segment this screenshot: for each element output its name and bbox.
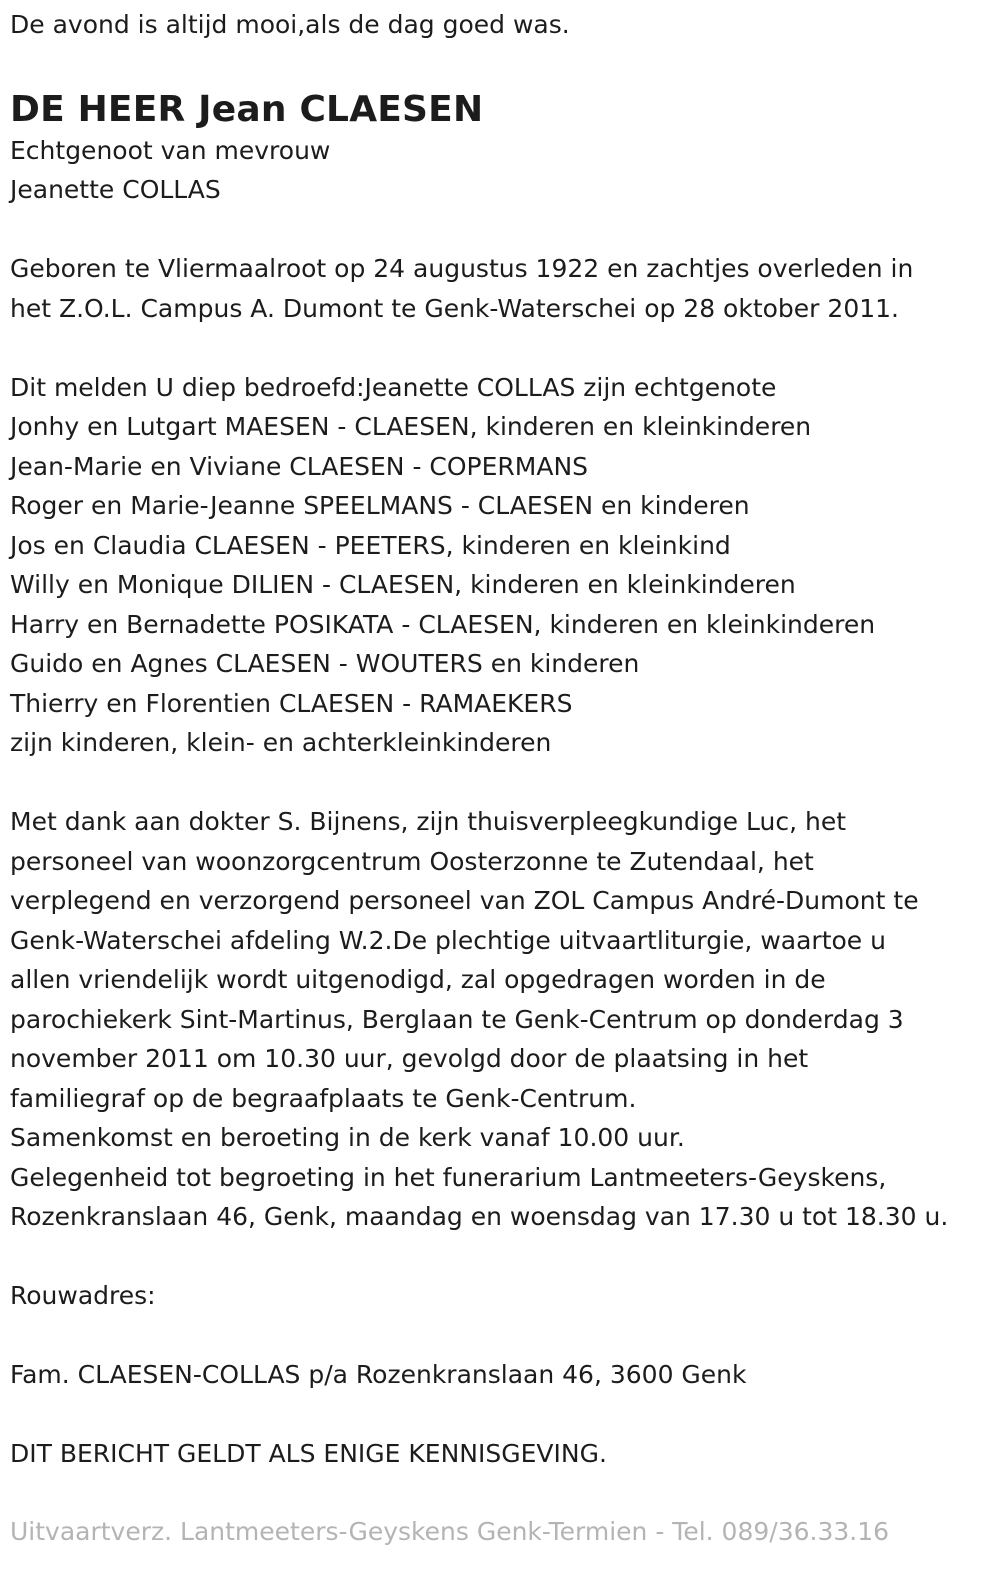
paragraph-line: Rozenkranslaan 46, Genk, maandag en woensdag van 17.30 u tot 18.30 u. [10, 1202, 949, 1231]
family-line: Willy en Monique DILIEN - CLAESEN, kinderen en kleinkinderen [10, 570, 796, 599]
spouse-label: Echtgenoot van mevrouw [10, 135, 331, 165]
family-line: Dit melden U diep bedroefd:Jeanette COLLAS zijn echtgenote [10, 372, 777, 402]
motto: De avond is altijd mooi,als de dag goed was. [10, 10, 570, 39]
obituary-notice [10, 0, 985, 1474]
paragraph-line: verplegend en verzorgend personeel van ZOL Campus André-Dumont te [10, 886, 919, 915]
funeral-home-footer: Uitvaartverz. Lantmeeters-Geyskens Genk-Termien - Tel. 089/36.33.16 [10, 1517, 890, 1546]
family-line: Jean-Marie en Viviane CLAESEN - COPERMANS [10, 451, 589, 481]
family-line: Harry en Bernadette POSIKATA - CLAESEN, kinderen en kleinkinderen [10, 609, 876, 639]
family-line: Guido en Agnes CLAESEN - WOUTERS en kinderen [10, 649, 640, 678]
paragraph-line: Met dank aan dokter S. Bijnens, zijn thuisverpleegkundige Luc, het [10, 807, 847, 836]
deceased-name-heading: DE HEER Jean CLAESEN [10, 88, 484, 130]
family-line: zijn kinderen, klein- en achterkleinkinderen [10, 728, 552, 757]
thanks-and-ceremony-paragraph [10, 802, 985, 1237]
paragraph-line: Samenkomst en beroeting in de kerk vanaf 10.00 uur. [10, 1123, 685, 1152]
paragraph-line: november 2011 om 10.30 uur, gevolgd door de plaatsing in het [10, 1044, 809, 1073]
paragraph-line: Geboren te Vliermaalroot op 24 augustus 1922 en zachtjes overleden in [10, 254, 914, 283]
paragraph-line: familiegraf op de begraafplaats te Genk-Centrum. [10, 1083, 637, 1113]
mourning-address: Fam. CLAESEN-COLLAS p/a Rozenkranslaan 46, 3600 Genk [10, 1360, 747, 1389]
family-line: Jos en Claudia CLAESEN - PEETERS, kinderen en kleinkind [10, 530, 731, 560]
family-line: Jonhy en Lutgart MAESEN - CLAESEN, kinderen en kleinkinderen [10, 412, 812, 441]
spouse-name: Jeanette COLLAS [10, 175, 221, 204]
paragraph-line: Gelegenheid tot begroeting in het funerarium Lantmeeters-Geyskens, [10, 1162, 887, 1192]
address-label: Rouwadres: [10, 1281, 156, 1310]
paragraph-line: Genk-Waterschei afdeling W.2.De plechtige uitvaartliturgie, waartoe u [10, 925, 886, 955]
paragraph-line: het Z.O.L. Campus A. Dumont te Genk-Waterschei op 28 oktober 2011. [10, 293, 899, 323]
family-line: Thierry en Florentien CLAESEN - RAMAEKERS [10, 688, 573, 718]
birth-death-paragraph [10, 249, 985, 328]
paragraph-line: allen vriendelijk wordt uitgenodigd, zal opgedragen worden in de [10, 965, 826, 994]
notice-statement: DIT BERICHT GELDT ALS ENIGE KENNISGEVING. [10, 1439, 607, 1468]
paragraph-line: personeel van woonzorgcentrum Oosterzonne te Zutendaal, het [10, 846, 814, 876]
family-list [10, 368, 985, 763]
paragraph-line: parochiekerk Sint-Martinus, Berglaan te Genk-Centrum op donderdag 3 [10, 1004, 904, 1034]
family-line: Roger en Marie-Jeanne SPEELMANS - CLAESEN en kinderen [10, 491, 750, 520]
